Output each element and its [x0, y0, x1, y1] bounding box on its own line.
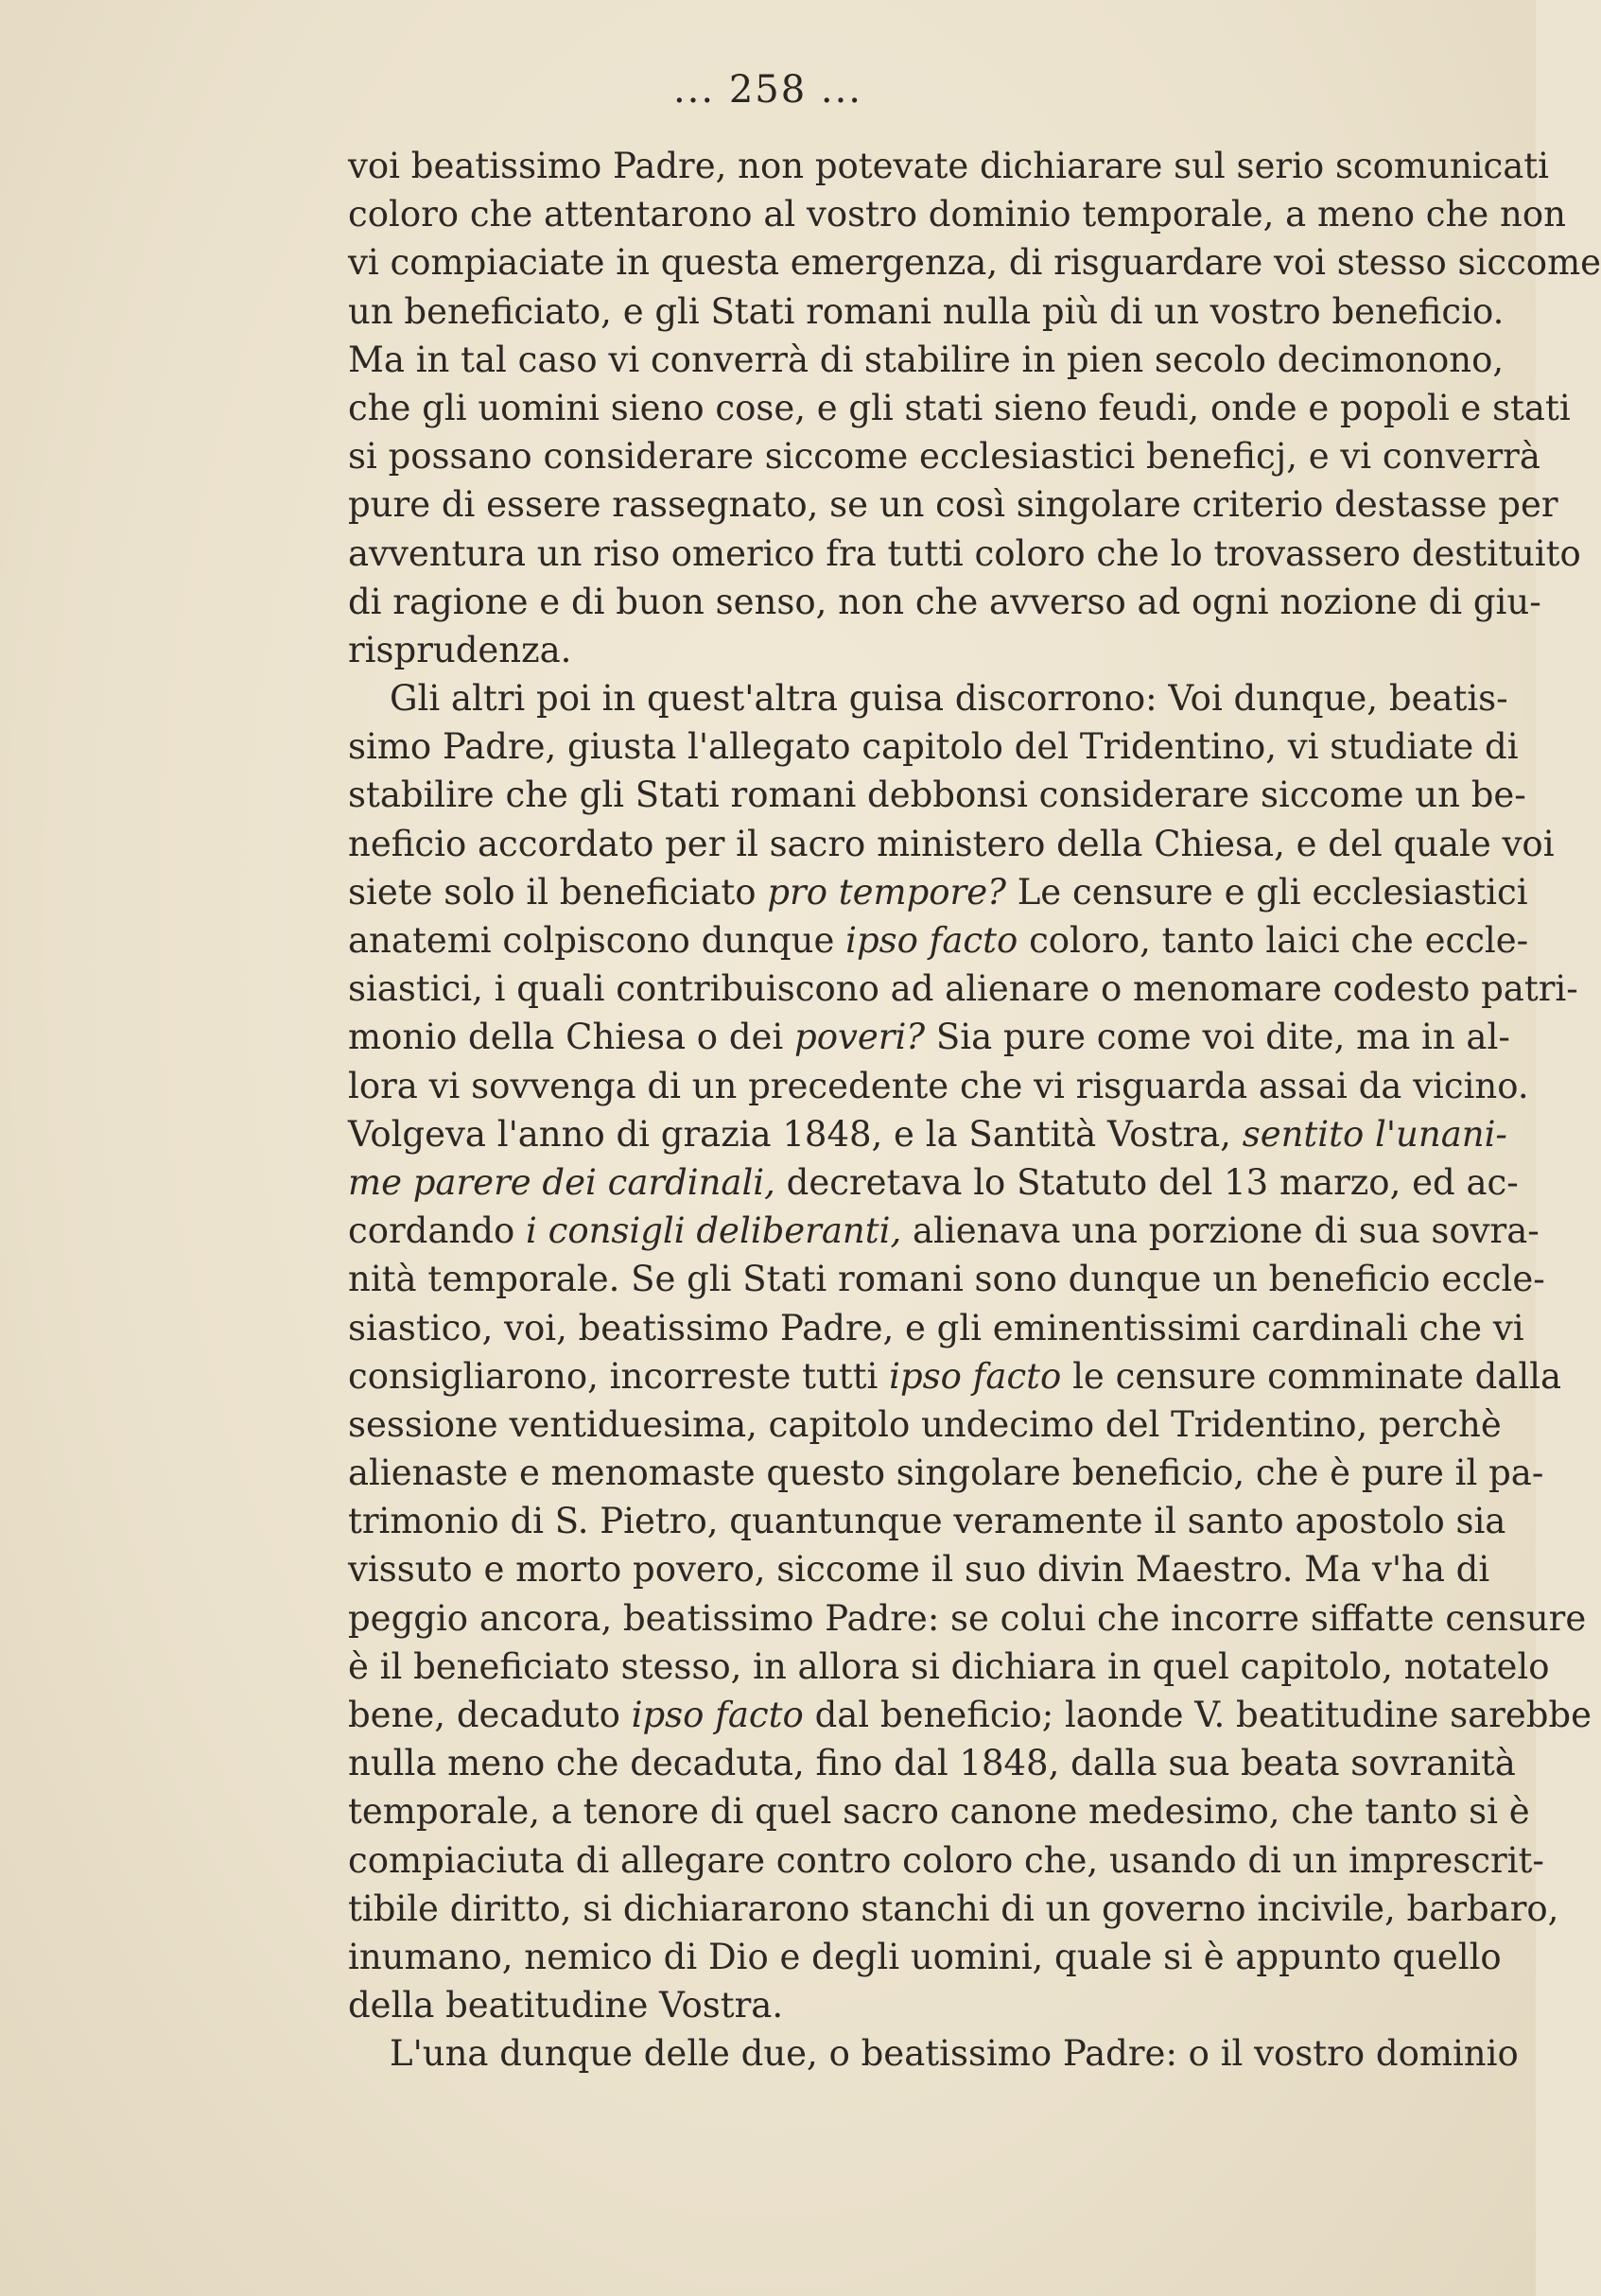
text-line: voi beatissimo Padre, non potevate dichiarare sul serio scomunicati: [348, 146, 1549, 186]
text-line: siastici, i quali contribuiscono ad alienare o menomare codesto patri-: [348, 968, 1578, 1010]
text-line: sessione ventiduesima, capitolo undecimo del Tridentino, perchè: [348, 1403, 1502, 1445]
text-line: stabilire che gli Stati romani debbonsi considerare siccome un be-: [348, 774, 1526, 816]
text-line: tibile diritto, si dichiararono stanchi di un governo incivile, barbaro,: [348, 1887, 1559, 1929]
text-line: alienaste e menomaste questo singolare beneficio, che è pure il pa-: [348, 1452, 1544, 1494]
text-line: risprudenza.: [348, 629, 572, 670]
text-line: vi compiaciate in questa emergenza, di risguardare voi stesso siccome: [348, 242, 1601, 284]
text-line: che gli uomini sieno cose, e gli stati sieno feudi, onde e popoli e stati: [348, 387, 1571, 428]
text-line: della beatitudine Vostra.: [348, 1985, 784, 2026]
text-line: inumano, nemico di Dio e degli uomini, quale si è appunto quello: [348, 1936, 1502, 1977]
text-line: siastico, voi, beatissimo Padre, e gli eminentissimi cardinali che vi: [348, 1307, 1524, 1348]
text-line: nulla meno che decaduta, fino dal 1848, dalla sua beata sovranità: [348, 1743, 1516, 1784]
text-line: cordando i consigli deliberanti, alienava una porzione di sua sovra-: [348, 1210, 1540, 1252]
text-line: si possano considerare siccome ecclesiastici beneficj, e vi converrà: [348, 436, 1540, 478]
text-line: è il beneficiato stesso, in allora si dichiara in quel capitolo, notatelo: [348, 1645, 1550, 1687]
text-line: un beneficiato, e gli Stati romani nulla più di un vostro beneficio.: [348, 290, 1505, 332]
body-text: [348, 142, 1601, 2079]
text-line: Ma in tal caso vi converrà di stabilire in pien secolo decimonono,: [348, 339, 1505, 380]
text-line: avventura un riso omerico fra tutti coloro che lo trovassero destituito: [348, 532, 1581, 574]
text-line: trimonio di S. Pietro, quantunque veramente il santo apostolo sia: [348, 1501, 1506, 1542]
text-line: nità temporale. Se gli Stati romani sono dunque un beneficio eccle-: [348, 1259, 1545, 1300]
page-number-header: ... 258 ...: [672, 68, 863, 112]
text-line: peggio ancora, beatissimo Padre: se colui che incorre siffatte censure: [348, 1597, 1587, 1639]
text-line: lora vi sovvenga di un precedente che vi risguarda assai da vicino.: [348, 1065, 1529, 1106]
text-line: Volgeva l'anno di grazia 1848, e la Santità Vostra, sentito l'unani-: [348, 1113, 1507, 1155]
text-line: bene, decaduto ipso facto dal beneficio; laonde V. beatitudine sarebbe: [348, 1695, 1592, 1735]
text-line: anatemi colpiscono dunque ipso facto coloro, tanto laici che eccle-: [348, 920, 1529, 961]
text-line: coloro che attentarono al vostro dominio temporale, a meno che non: [348, 194, 1566, 235]
text-line: monio della Chiesa o dei poveri? Sia pure come voi dite, ma in al-: [348, 1017, 1510, 1058]
text-line: siete solo il beneficiato pro tempore? Le censure e gli ecclesiastici: [348, 871, 1528, 913]
text-line: vissuto e morto povero, siccome il suo divin Maestro. Ma v'ha di: [348, 1549, 1490, 1591]
text-line: pure di essere rassegnato, se un così singolare criterio destasse per: [348, 484, 1558, 526]
text-line: Gli altri poi in quest'altra guisa discorrono: Voi dunque, beatis-: [390, 678, 1508, 720]
text-line: L'una dunque delle due, o beatissimo Padre: o il vostro dominio: [390, 2033, 1519, 2075]
text-line: consigliarono, incorreste tutti ipso facto le censure comminate dalla: [348, 1355, 1562, 1397]
text-line: me parere dei cardinali, decretava lo Statuto del 13 marzo, ed ac-: [348, 1161, 1519, 1203]
text-line: temporale, a tenore di quel sacro canone medesimo, che tanto si è: [348, 1791, 1530, 1833]
text-line: di ragione e di buon senso, non che avverso ad ogni nozione di giu-: [348, 581, 1541, 622]
text-line: simo Padre, giusta l'allegato capitolo del Tridentino, vi studiate di: [348, 726, 1519, 768]
text-line: neficio accordato per il sacro ministero della Chiesa, e del quale voi: [348, 823, 1555, 864]
text-line: compiaciuta di allegare contro coloro che, usando di un imprescrit-: [348, 1839, 1544, 1881]
